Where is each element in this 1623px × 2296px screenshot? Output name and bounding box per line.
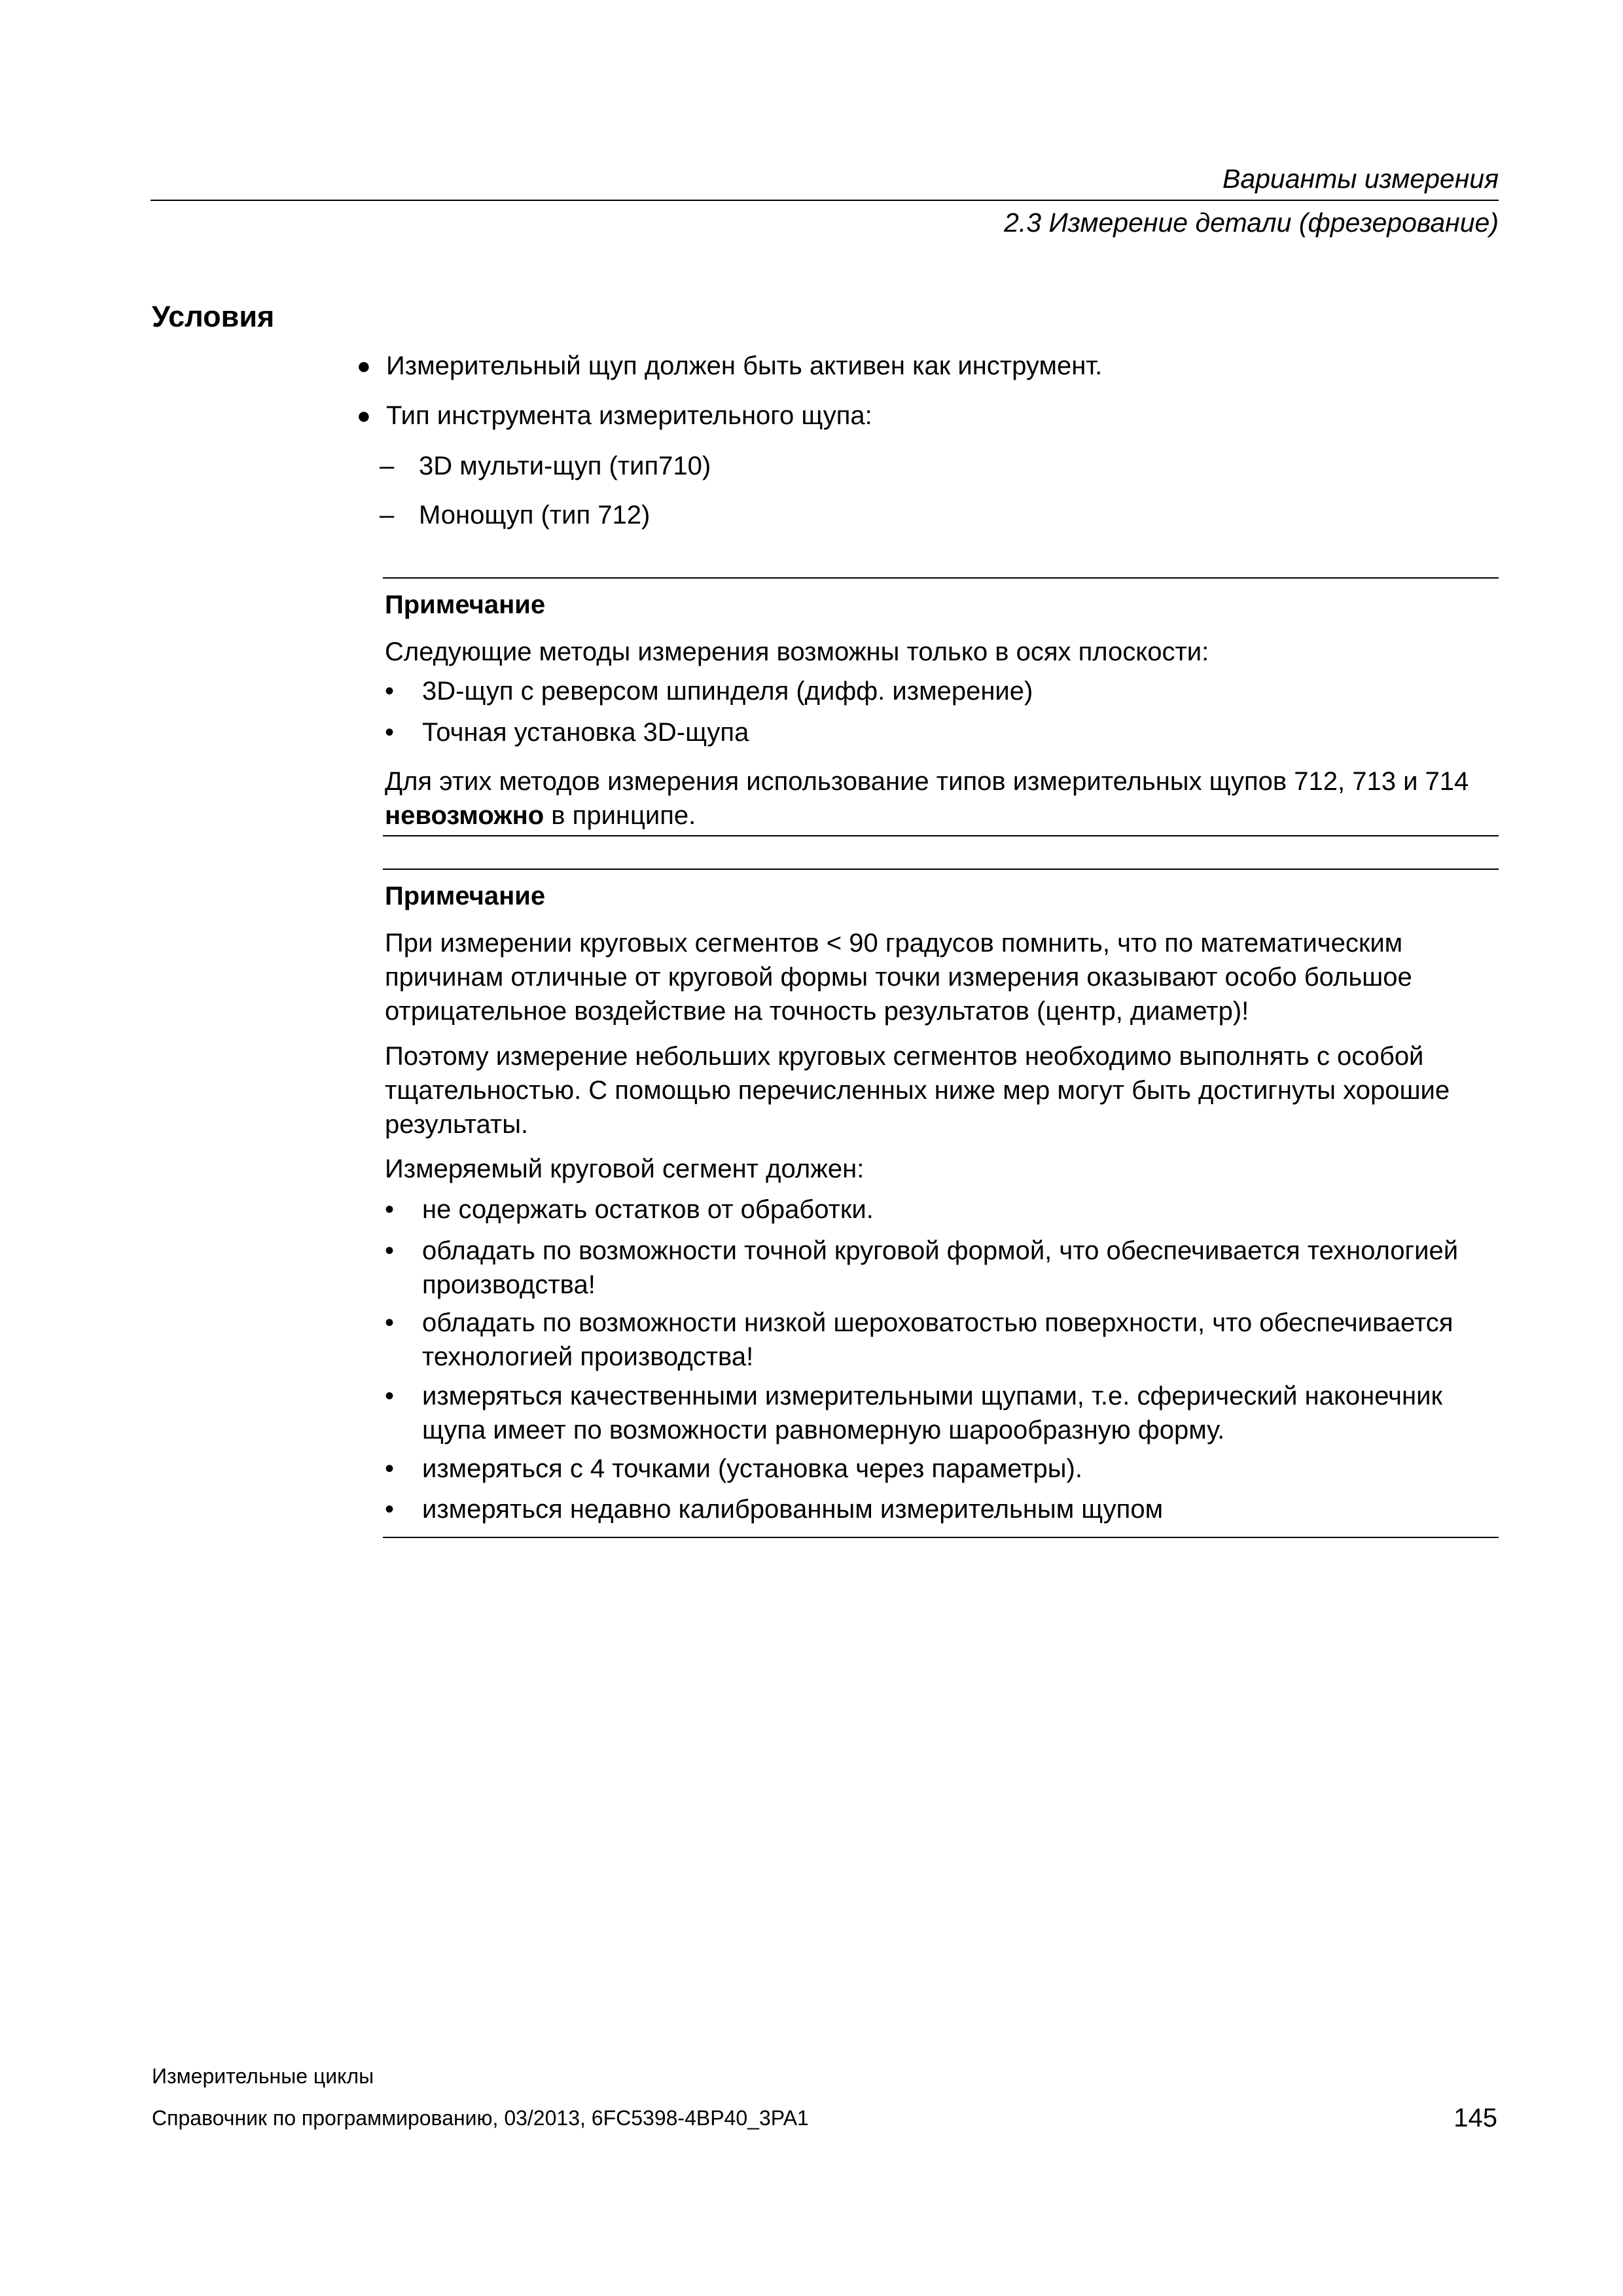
note-text-after: в принципе.	[544, 801, 696, 830]
bullet-icon: ●	[357, 352, 371, 379]
section-heading: Условия	[152, 300, 275, 333]
running-header-chapter: Варианты измерения	[1222, 164, 1499, 194]
note-top-rule	[383, 869, 1499, 870]
bullet-icon: •	[385, 1308, 395, 1337]
note-title: Примечание	[385, 590, 546, 619]
condition-item	[357, 400, 872, 431]
note-bottom-rule	[383, 1537, 1499, 1538]
note-list-item	[385, 1306, 1499, 1374]
note-intro: Следующие методы измерения возможны только в осях плоскости:	[385, 637, 1209, 666]
condition-subitem	[380, 450, 711, 482]
condition-item	[357, 350, 1103, 382]
bullet-icon: •	[385, 1236, 395, 1265]
bullet-icon: •	[385, 1495, 395, 1524]
condition-subitem-text: Монощуп (тип 712)	[419, 501, 651, 529]
note-paragraph	[385, 764, 1497, 833]
note-text-before: Для этих методов измерения использование типов измерительных щупов 712, 713 и 714	[385, 767, 1469, 796]
note-list-item-text: обладать по возможности низкой шероховатостью поверхности, что обеспечивается технологией производства!	[422, 1308, 1454, 1371]
condition-item-text: Измерительный щуп должен быть активен как инструмент.	[386, 351, 1103, 380]
note-list-item	[385, 1234, 1499, 1302]
note-emphasis: невозможно	[385, 801, 544, 830]
note-bottom-rule	[383, 835, 1499, 836]
footer-manual-title: Измерительные циклы	[152, 2064, 374, 2088]
bullet-icon: •	[385, 1382, 395, 1410]
condition-item-text: Тип инструмента измерительного щупа:	[386, 401, 872, 430]
bullet-icon: ●	[357, 402, 371, 429]
condition-subitem	[380, 499, 651, 531]
note-list-item	[385, 1492, 1499, 1526]
footer-manual-info: Справочник по программированию, 03/2013, 6FC5398-4BP40_3PA1	[152, 2106, 809, 2130]
note-list-item	[385, 715, 1499, 749]
note-paragraph: Измеряемый круговой сегмент должен:	[385, 1155, 865, 1183]
note-list-item-text: измеряться недавно калиброванным измерительным щупом	[422, 1495, 1164, 1524]
bullet-icon: •	[385, 677, 395, 706]
note-list-item	[385, 674, 1499, 708]
dash-icon: –	[380, 452, 395, 480]
bullet-icon: •	[385, 718, 395, 747]
note-list-item-text: 3D-щуп с реверсом шпинделя (дифф. измерение)	[422, 677, 1033, 706]
note-list-item-text: не содержать остатков от обработки.	[422, 1195, 874, 1224]
note-list-item-text: обладать по возможности точной круговой формой, что обеспечивается технологией производства!	[422, 1236, 1459, 1299]
note-list-item	[385, 1379, 1499, 1447]
note-list-item-text: Точная установка 3D-щупа	[422, 718, 749, 747]
note-list-item	[385, 1452, 1499, 1486]
note-paragraph: Поэтому измерение небольших круговых сегментов необходимо выполнять с особой тщательностью. С помощью перечисленных ниже мер могут быть достигнуты хорошие результаты.	[385, 1042, 1450, 1139]
note-list-item-text: измеряться качественными измерительными щупами, т.е. сферический наконечник щупа имеет по возможности равномерную шарообразную форму.	[422, 1382, 1442, 1444]
note-paragraph: При измерении круговых сегментов < 90 градусов помнить, что по математическим причинам отличные от круговой формы точки измерения оказывают особо большое отрицательное воздействие на точность результатов (центр, диаметр)!	[385, 929, 1412, 1026]
note-title: Примечание	[385, 882, 546, 910]
bullet-icon: •	[385, 1454, 395, 1483]
bullet-icon: •	[385, 1195, 395, 1224]
dash-icon: –	[380, 501, 395, 529]
note-top-rule	[383, 577, 1499, 579]
running-header-section: 2.3 Измерение детали (фрезерование)	[1004, 207, 1499, 238]
condition-subitem-text: 3D мульти-щуп (тип710)	[419, 452, 711, 480]
header-rule	[151, 200, 1499, 201]
note-list-item-text: измеряться с 4 точками (установка через параметры).	[422, 1454, 1082, 1483]
page-number: 145	[1454, 2104, 1497, 2132]
note-list-item	[385, 1193, 1499, 1227]
